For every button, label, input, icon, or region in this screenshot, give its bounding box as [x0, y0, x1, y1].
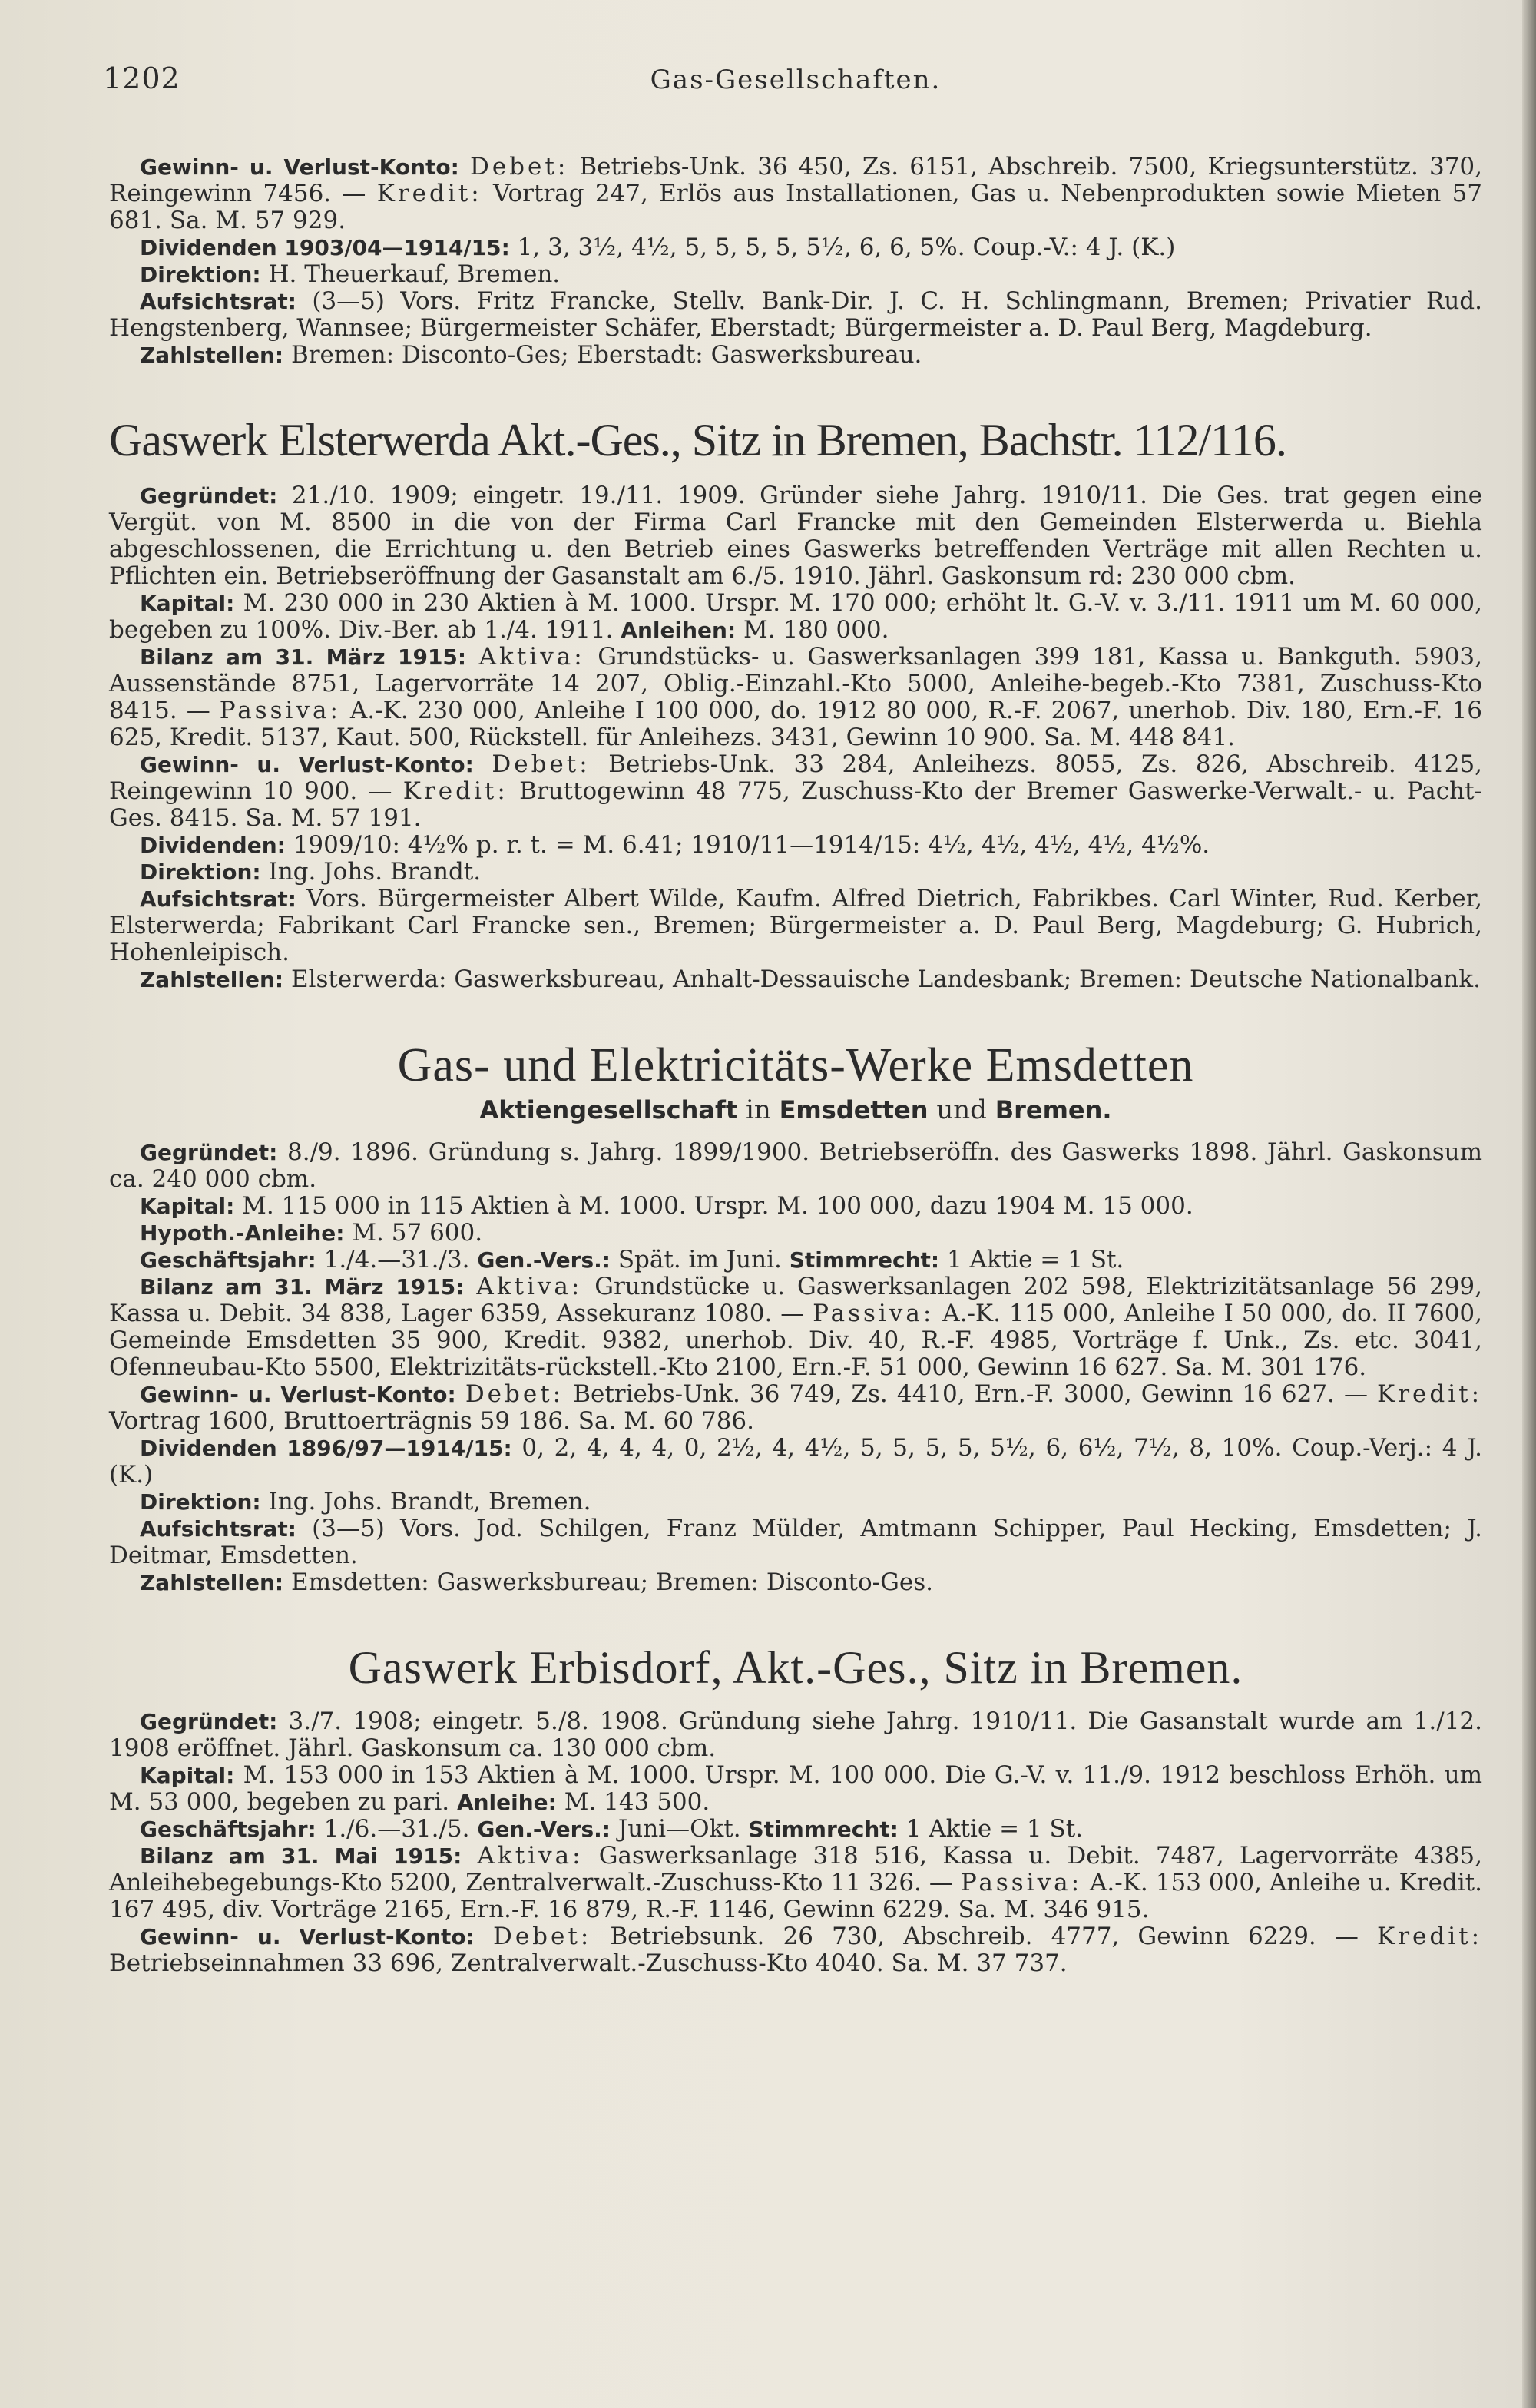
label: Dividenden 1903/04—1914/15:: [140, 235, 510, 260]
text: Juni—Okt.: [617, 1815, 741, 1843]
label: Gegründet:: [140, 1140, 278, 1165]
text: 3./7. 1908; eingetr. 5./8. 1908. Gründung siehe Jahrg. 1910/11. Die Gasanstalt wurde am 1./12. 1908 eröffnet. Jährl. Gaskonsum ca. 130 000 cbm.: [109, 1707, 1482, 1762]
label: Gegründet:: [140, 1709, 278, 1734]
company-heading: Gas- und Elektricitäts-Werke Emsdetten: [397, 1039, 1194, 1091]
label: Stimmrecht:: [748, 1817, 899, 1842]
label: Direktion:: [140, 262, 261, 287]
text: 1./6.—31./5.: [323, 1815, 470, 1843]
label: Direktion:: [140, 1489, 261, 1515]
text: M. 57 600.: [352, 1219, 483, 1247]
entry-gas-elektricitaets-werke-emsdetten: [109, 1039, 1482, 1596]
text: Betriebseinnahmen 33 696, Zentralverwalt.-Zuschuss-Kto 4040. Sa. M. 37 737.: [109, 1949, 1068, 1977]
subheading-part: Aktiengesellschaft: [479, 1095, 738, 1125]
text: Bremen: Disconto-Ges; Eberstadt: Gaswerksbureau.: [290, 341, 922, 369]
paying-agents-paragraph: [109, 342, 1482, 369]
company-heading: Gaswerk Erbisdorf, Akt.-Ges., Sitz in Bremen.: [348, 1642, 1243, 1693]
liabilities-label: Passiva:: [960, 1869, 1083, 1896]
text: 8./9. 1896. Gründung s. Jahrg. 1899/1900. Betriebseröffn. des Gaswerks 1898. Jährl. Gaskonsum ca. 240 000 cbm.: [109, 1138, 1482, 1193]
label: Hypoth.-Anleihe:: [140, 1221, 345, 1246]
label: Aufsichtsrat:: [140, 289, 296, 314]
label: Geschäftsjahr:: [140, 1817, 316, 1842]
company-heading: Gaswerk Elsterwerda Akt.-Ges., Sitz in Bremen, Bachstr. 112/116.: [109, 415, 1286, 465]
debit-label: Debet:: [469, 153, 569, 181]
capital-paragraph: [109, 1762, 1482, 1816]
text: 1909/10: 4½% p. r. t. = M. 6.41; 1910/11—1914/15: 4½, 4½, 4½, 4½, 4½%.: [293, 831, 1210, 859]
profit-loss-paragraph: [109, 751, 1482, 832]
label: Bilanz am 31. Mai 1915:: [140, 1843, 462, 1869]
label: Bilanz am 31. März 1915:: [140, 644, 467, 670]
label: Stimmrecht:: [789, 1247, 940, 1273]
page-edge-shadow: [1522, 0, 1536, 2408]
text: Elsterwerda: Gaswerksbureau, Anhalt-Dessauische Landesbank; Bremen: Deutsche Nationalbank.: [290, 966, 1481, 993]
label: Gewinn- u. Verlust-Konto:: [140, 752, 474, 777]
assets-label: Aktiva:: [476, 1273, 583, 1300]
debit-label: Debet:: [492, 750, 591, 778]
subheading-part: und: [936, 1095, 987, 1125]
text: M. 153 000 in 153 Aktien à M. 1000. Urspr. M. 100 000. Die G.-V. v. 11./9. 1912 beschloss Erhöh. um M. 53 000, begeben zu pari.: [109, 1761, 1483, 1816]
management-paragraph: [109, 859, 1482, 886]
management-paragraph: [109, 261, 1482, 288]
capital-paragraph: [109, 590, 1482, 644]
balance-sheet-paragraph: [109, 1843, 1482, 1923]
label: Anleihe:: [456, 1790, 557, 1815]
label: Gewinn- u. Verlust-Konto:: [140, 1382, 456, 1407]
text: 1 Aktie = 1 St.: [905, 1815, 1084, 1843]
subheading-part: Emsdetten: [779, 1095, 929, 1125]
profit-loss-paragraph: [109, 154, 1482, 234]
fiscal-year-paragraph: [109, 1816, 1482, 1843]
capital-paragraph: [109, 1193, 1482, 1220]
text: M. 230 000 in 230 Aktien à M. 1000. Urspr. M. 170 000; erhöht lt. G.-V. v. 3./11. 1911 um M. 60 000, begeben zu 100%. Div.-Ber. ab 1./4. 1911.: [109, 589, 1482, 644]
label: Gen.-Vers.:: [477, 1247, 611, 1273]
label: Kapital:: [140, 1763, 235, 1788]
founded-paragraph: [109, 482, 1482, 590]
label: Aufsichtsrat:: [140, 886, 296, 912]
running-header: [103, 54, 1482, 100]
dividends-paragraph: [109, 832, 1482, 859]
dividends-paragraph: [109, 234, 1482, 261]
text: Vortrag 247, Erlös aus Installationen, Gas u. Nebenprodukten sowie Mieten 57 681. Sa. M. 57 929.: [109, 180, 1483, 234]
credit-label: Kredit:: [376, 180, 482, 207]
text: M. 143 500.: [564, 1788, 710, 1816]
subheading-part: in: [745, 1095, 771, 1125]
text: Ing. Johs. Brandt.: [268, 858, 482, 886]
entry-previous-company: [109, 154, 1482, 369]
label: Zahlstellen:: [140, 1570, 284, 1595]
text: 1 Aktie = 1 St.: [946, 1246, 1124, 1274]
label: Gen.-Vers.:: [477, 1817, 611, 1842]
fiscal-year-paragraph: [109, 1247, 1482, 1274]
assets-label: Aktiva:: [477, 1842, 584, 1870]
founded-paragraph: [109, 1139, 1482, 1193]
text: 0, 2, 4, 4, 4, 0, 2½, 4, 4½, 5, 5, 5, 5, 5½, 6, 6½, 7½, 8, 10%. Coup.-Verj.: 4 J. (K.): [109, 1434, 1483, 1489]
credit-label: Kredit:: [402, 777, 508, 805]
label: Direktion:: [140, 860, 261, 885]
text: Spät. im Juni.: [617, 1246, 782, 1274]
subheading-part: Bremen.: [995, 1095, 1112, 1125]
founded-paragraph: [109, 1708, 1482, 1762]
profit-loss-paragraph: [109, 1381, 1482, 1435]
text: Vortrag 1600, Bruttoerträgnis 59 186. Sa. M. 60 786.: [109, 1407, 755, 1435]
text: Betriebs-Unk. 36 450, Zs. 6151, Abschreib. 7500, Kriegsunterstütz. 370, Reingewinn 7456. —: [109, 153, 1483, 207]
debit-label: Debet:: [465, 1380, 564, 1408]
paying-agents-paragraph: [109, 1569, 1482, 1596]
liabilities-label: Passiva:: [219, 697, 341, 724]
text: Vors. Bürgermeister Albert Wilde, Kaufm. Alfred Dietrich, Fabrikbes. Carl Winter, Rud. Kerber, Elsterwerda; Fabrikant Carl Francke sen., Bremen; Bürgermeister a. D. Paul Berg, Magdeburg; G. Hubrich, Hohenleipisch.: [109, 885, 1482, 966]
text: M. 115 000 in 115 Aktien à M. 1000. Urspr. M. 100 000, dazu 1904 M. 15 000.: [242, 1192, 1193, 1220]
text: Grundstücke u. Gaswerksanlagen 202 598, Elektrizitätsanlage 56 299, Kassa u. Debit. 34 838, Lager 6359, Assekuranz 1080. —: [109, 1273, 1483, 1327]
company-subheading: [109, 1095, 1482, 1125]
mortgage-loan-paragraph: [109, 1220, 1482, 1247]
assets-label: Aktiva:: [478, 643, 585, 671]
text: H. Theuerkauf, Bremen.: [268, 260, 561, 288]
entry-gaswerk-erbisdorf: [109, 1642, 1482, 1977]
text: (3—5) Vors. Jod. Schilgen, Franz Mülder, Amtmann Schipper, Paul Hecking, Emsdetten; J. Deitmar, Emsdetten.: [109, 1515, 1483, 1569]
label: Aufsichtsrat:: [140, 1516, 296, 1542]
supervisory-board-paragraph: [109, 1515, 1482, 1569]
label: Zahlstellen:: [140, 343, 284, 368]
text: 21./10. 1909; eingetr. 19./11. 1909. Gründer siehe Jahrg. 1910/11. Die Ges. trat gegen eine Vergüt. von M. 8500 in die von der Firma Carl Francke mit den Gemeinden Elsterwerda u. Biehla abgeschlossenen, die Errichtung u. den Betrieb eines Gaswerks betreffenden Verträge mit allen Rechten u. Pflichten ein. Betriebseröffnung der Gasanstalt am 6./5. 1910. Jährl. Gaskonsum rd: 230 000 cbm.: [109, 482, 1482, 590]
text: A.-K. 115 000, Anleihe I 50 000, do. II 7600, Gemeinde Emsdetten 35 900, Kredit. 9382, unerhob. Div. 40, R.-F. 4985, Vorträge f. Unk., Zs. etc. 3041, Ofenneubau-Kto 5500, Elektrizitäts-rückstell.-Kto 2100, Ern.-F. 51 000, Gewinn 16 627. Sa. M. 301 176.: [109, 1300, 1482, 1381]
label: Kapital:: [140, 1194, 235, 1219]
management-paragraph: [109, 1489, 1482, 1515]
supervisory-board-paragraph: [109, 886, 1482, 966]
text: A.-K. 153 000, Anleihe u. Kredit. 167 495, div. Vorträge 2165, Ern.-F. 16 879, R.-F. 1146, Gewinn 6229. Sa. M. 346 915.: [109, 1869, 1482, 1923]
text: Betriebs-Unk. 33 284, Anleihezs. 8055, Zs. 826, Abschreib. 4125, Reingewinn 10 900. —: [109, 750, 1483, 805]
text: Emsdetten: Gaswerksbureau; Bremen: Disconto-Ges.: [290, 1568, 933, 1596]
label: Zahlstellen:: [140, 967, 284, 992]
dividends-paragraph: [109, 1435, 1482, 1489]
paying-agents-paragraph: [109, 966, 1482, 993]
label: Gegründet:: [140, 483, 278, 508]
balance-sheet-paragraph: [109, 1274, 1482, 1381]
text: M. 180 000.: [743, 616, 889, 644]
label: Dividenden 1896/97—1914/15:: [140, 1436, 512, 1461]
entry-gaswerk-elsterwerda: [109, 415, 1482, 993]
running-title: Gas-Gesellschaften.: [650, 65, 942, 95]
text: 1, 3, 3½, 4½, 5, 5, 5, 5, 5½, 6, 6, 5%. Coup.-V.: 4 J. (K.): [517, 234, 1176, 261]
label: Kapital:: [140, 591, 235, 616]
label: Dividenden:: [140, 833, 286, 858]
text: Betriebs-Unk. 36 749, Zs. 4410, Ern.-F. 3000, Gewinn 16 627. —: [573, 1380, 1368, 1408]
text: Betriebsunk. 26 730, Abschreib. 4777, Gewinn 6229. —: [610, 1923, 1359, 1950]
balance-sheet-paragraph: [109, 644, 1482, 751]
text: 1./4.—31./3.: [323, 1246, 470, 1274]
text: A.-K. 230 000, Anleihe I 100 000, do. 1912 80 000, R.-F. 2067, unerhob. Div. 180, Ern.-F. 16 625, Kredit. 5137, Kaut. 500, Rückstell. für Anleihezs. 3431, Gewinn 10 900. Sa. M. 448 841.: [109, 697, 1482, 751]
liabilities-label: Passiva:: [813, 1300, 935, 1327]
text: Bruttogewinn 48 775, Zuschuss-Kto der Bremer Gaswerke-Verwalt.- u. Pacht-Ges. 8415. Sa. M. 57 191.: [109, 777, 1483, 832]
text: (3—5) Vors. Fritz Francke, Stellv. Bank-Dir. J. C. H. Schlingmann, Bremen; Privatier Rud. Hengstenberg, Wannsee; Bürgermeister Schäfer, Eberstadt; Bürgermeister a. D. Paul Berg, Magdeburg.: [109, 287, 1482, 342]
label: Gewinn- u. Verlust-Konto:: [140, 1924, 475, 1949]
debit-label: Debet:: [492, 1923, 592, 1950]
text: Ing. Johs. Brandt, Bremen.: [268, 1488, 591, 1515]
label: Bilanz am 31. März 1915:: [140, 1274, 465, 1300]
text: Gaswerksanlage 318 516, Kassa u. Debit. 7487, Lagervorräte 4385, Anleihebegebungs-Kto 5200, Zentralverwalt.-Zuschuss-Kto 11 326. —: [109, 1842, 1483, 1896]
credit-label: Kredit:: [1377, 1923, 1483, 1950]
profit-loss-paragraph: [109, 1923, 1482, 1977]
label: Gewinn- u. Verlust-Konto:: [140, 154, 459, 180]
supervisory-board-paragraph: [109, 288, 1482, 342]
page-number: 1202: [103, 61, 180, 95]
label: Geschäftsjahr:: [140, 1247, 316, 1273]
text: Grundstücks- u. Gaswerksanlagen 399 181, Kassa u. Bankguth. 5903, Aussenstände 8751, Lagervorräte 14 207, Oblig.-Einzahl.-Kto 5000, Anleihe-begeb.-Kto 7381, Zuschuss-Kto 8415. —: [109, 643, 1483, 724]
label: Anleihen:: [621, 618, 737, 643]
credit-label: Kredit:: [1377, 1380, 1483, 1408]
